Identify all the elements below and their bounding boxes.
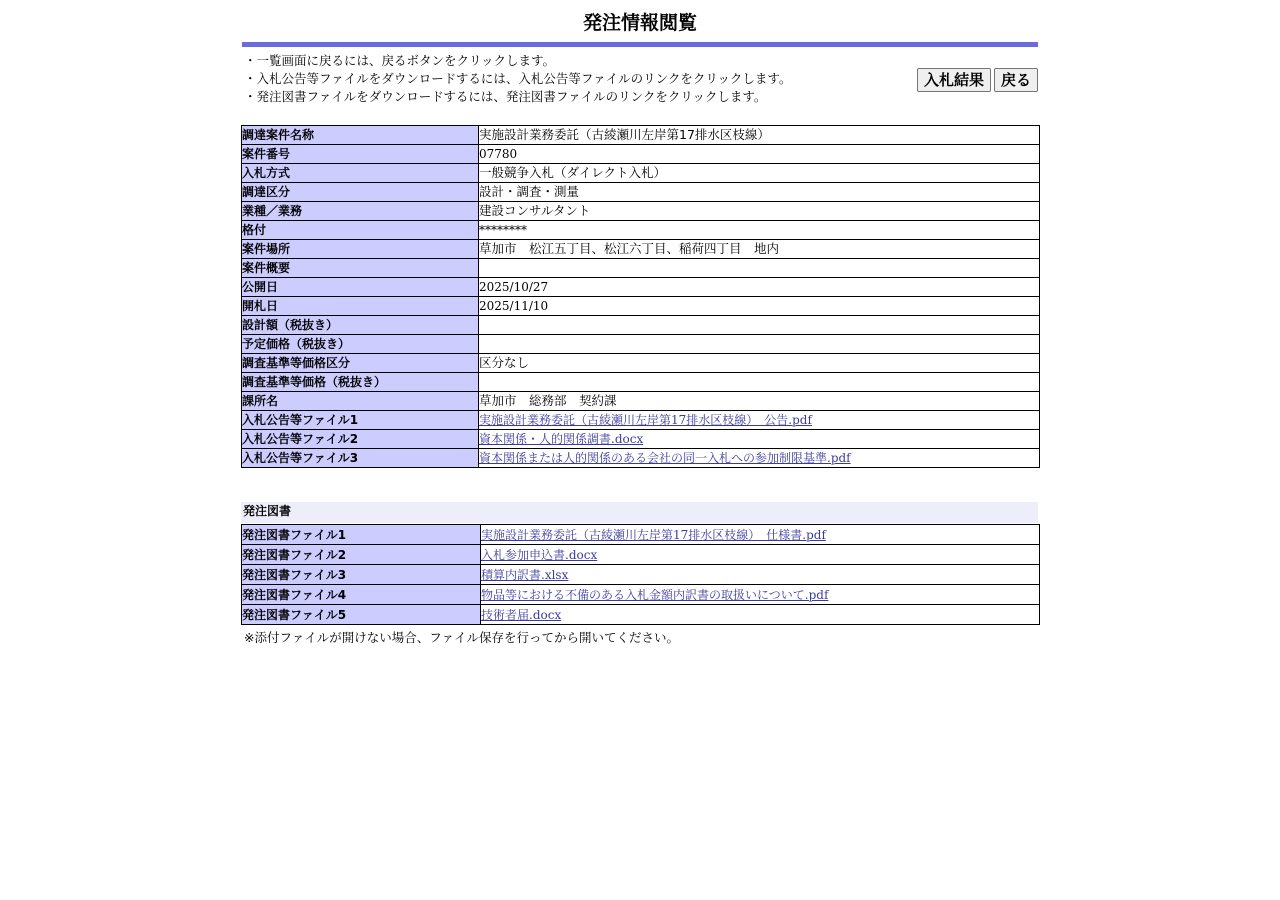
field-label: 案件概要 <box>242 259 479 278</box>
doc-file-cell <box>481 565 1040 585</box>
table-row <box>242 449 1040 468</box>
field-label: 格付 <box>242 221 479 240</box>
doc-file-link[interactable]: 実施設計業務委託（古綾瀬川左岸第17排水区枝線） 仕様書.pdf <box>481 528 826 542</box>
field-label: 開札日 <box>242 297 479 316</box>
doc-file-link[interactable]: 技術者届.docx <box>481 608 562 622</box>
doc-file-label: 発注図書ファイル2 <box>242 545 481 565</box>
table-row <box>242 145 1040 164</box>
table-row <box>242 585 1040 605</box>
field-value <box>479 335 1040 354</box>
table-row <box>242 221 1040 240</box>
doc-file-label: 発注図書ファイル1 <box>242 525 481 545</box>
notice-file-cell <box>479 449 1040 468</box>
notice-file-link[interactable]: 資本関係または人的関係のある会社の同一入札への参加制限基準.pdf <box>479 451 851 465</box>
field-label: 設計額（税抜き） <box>242 316 479 335</box>
table-row <box>242 297 1040 316</box>
field-value: 2025/11/10 <box>479 297 1040 316</box>
notice-file-link[interactable]: 資本関係・人的関係調書.docx <box>479 432 644 446</box>
doc-file-cell <box>481 545 1040 565</box>
doc-file-link[interactable]: 積算内訳書.xlsx <box>481 568 569 582</box>
bid-results-button[interactable]: 入札結果 <box>917 68 991 92</box>
action-buttons <box>917 68 1038 92</box>
instruction-item: ・発注図書ファイルをダウンロードするには、発注図書ファイルのリンクをクリックします。 <box>244 89 767 104</box>
section-header-order-documents: 発注図書 <box>241 502 1038 523</box>
table-row <box>242 278 1040 297</box>
field-value: 一般競争入札（ダイレクト入札） <box>479 164 1040 183</box>
field-label: 公開日 <box>242 278 479 297</box>
field-label: 調達案件名称 <box>242 126 479 145</box>
field-label: 調達区分 <box>242 183 479 202</box>
field-label: 業種／業務 <box>242 202 479 221</box>
table-row <box>242 605 1040 625</box>
instruction-item: ・一覧画面に戻るには、戻るボタンをクリックします。 <box>244 53 556 68</box>
doc-file-label: 発注図書ファイル4 <box>242 585 481 605</box>
page-title: 発注情報閲覧 <box>582 12 697 34</box>
table-row <box>242 183 1040 202</box>
doc-file-label: 発注図書ファイル3 <box>242 565 481 585</box>
field-value: 2025/10/27 <box>479 278 1040 297</box>
doc-file-link[interactable]: 入札参加申込書.docx <box>481 548 598 562</box>
notice-file-label: 入札公告等ファイル2 <box>242 430 479 449</box>
field-value <box>479 316 1040 335</box>
field-label: 入札方式 <box>242 164 479 183</box>
field-value: 草加市 総務部 契約課 <box>479 392 1040 411</box>
back-button[interactable]: 戻る <box>994 68 1038 92</box>
table-row <box>242 316 1040 335</box>
doc-file-link[interactable]: 物品等における不備のある入札金額内訳書の取扱いについて.pdf <box>481 588 829 602</box>
order-documents-table <box>241 524 1040 625</box>
field-value: 設計・調査・測量 <box>479 183 1040 202</box>
field-value: 草加市 松江五丁目、松江六丁目、稲荷四丁目 地内 <box>479 240 1040 259</box>
table-row <box>242 525 1040 545</box>
table-row <box>242 430 1040 449</box>
field-value <box>479 259 1040 278</box>
page-container <box>241 0 1039 646</box>
doc-file-label: 発注図書ファイル5 <box>242 605 481 625</box>
field-label: 調査基準等価格（税抜き） <box>242 373 479 392</box>
instruction-item: ・入札公告等ファイルをダウンロードするには、入札公告等ファイルのリンクをクリックします。 <box>244 71 792 86</box>
field-value <box>479 373 1040 392</box>
doc-file-cell <box>481 585 1040 605</box>
attachment-footnote: ※添付ファイルが開けない場合、ファイル保存を行ってから開いてください。 <box>244 630 679 645</box>
field-value: 区分なし <box>479 354 1040 373</box>
table-row <box>242 240 1040 259</box>
notice-file-label: 入札公告等ファイル3 <box>242 449 479 468</box>
field-label: 課所名 <box>242 392 479 411</box>
table-row <box>242 545 1040 565</box>
field-label: 案件番号 <box>242 145 479 164</box>
notice-file-link[interactable]: 実施設計業務委託（古綾瀬川左岸第17排水区枝線） 公告.pdf <box>479 413 812 427</box>
field-label: 予定価格（税抜き） <box>242 335 479 354</box>
table-row <box>242 202 1040 221</box>
instructions-area <box>241 47 1039 125</box>
table-row <box>242 354 1040 373</box>
table-row <box>242 565 1040 585</box>
table-row <box>242 335 1040 354</box>
table-row <box>242 392 1040 411</box>
notice-file-label: 入札公告等ファイル1 <box>242 411 479 430</box>
notice-file-cell <box>479 430 1040 449</box>
table-row <box>242 411 1040 430</box>
table-row <box>242 259 1040 278</box>
table-row <box>242 164 1040 183</box>
project-info-table <box>241 125 1040 468</box>
table-row <box>242 373 1040 392</box>
field-value: ******** <box>479 221 1040 240</box>
field-label: 調査基準等価格区分 <box>242 354 479 373</box>
table-row <box>242 126 1040 145</box>
doc-file-cell <box>481 525 1040 545</box>
field-value: 建設コンサルタント <box>479 202 1040 221</box>
field-value: 実施設計業務委託（古綾瀬川左岸第17排水区枝線） <box>479 126 1040 145</box>
field-value: 07780 <box>479 145 1040 164</box>
field-label: 案件場所 <box>242 240 479 259</box>
doc-file-cell <box>481 605 1040 625</box>
notice-file-cell <box>479 411 1040 430</box>
